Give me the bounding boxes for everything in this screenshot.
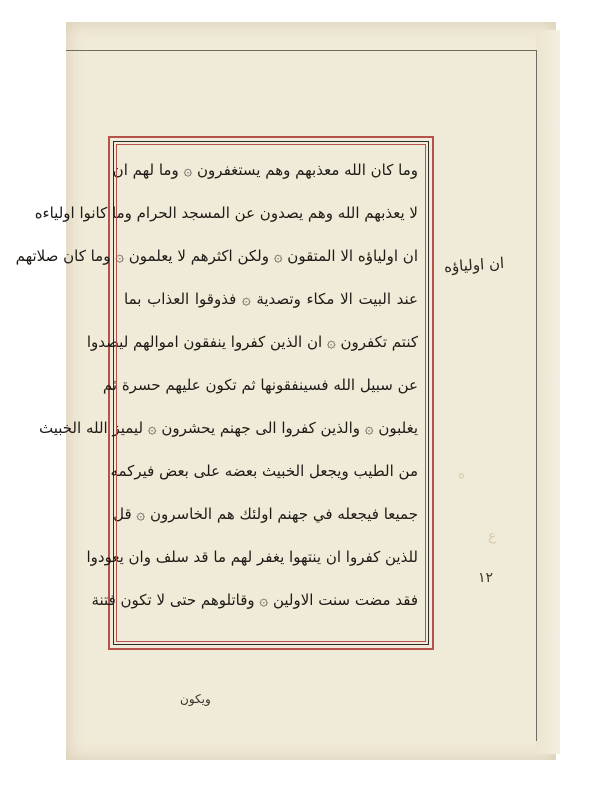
text-line-10: للذين كفروا ان ينتهوا يغفر لهم ما قد سلف وان يعودوا xyxy=(86,548,418,566)
text-line-1: وما كان الله معذبهم وهم يستغفرون ۞ وما لهم ان xyxy=(112,161,418,179)
text-line-7: يغلبون ۞ والذين كفروا الى جهنم يحشرون ۞ ليميز الله الخبيث xyxy=(38,419,418,437)
text-line-3: ان اولياؤه الا المتقون ۞ ولكن اكثرهم لا يعلمون ۞ وما كان صلاتهم xyxy=(15,247,418,265)
page-edge-shadow xyxy=(536,30,560,754)
text-lines xyxy=(15,152,418,638)
text-line-6: عن سبيل الله فسينفقونها ثم تكون عليهم حسرة ثم xyxy=(102,376,418,394)
text-line-9: جميعا فيجعله في جهنم اولئك هم الخاسرون ۞ قل xyxy=(113,505,418,523)
text-line-11: فقد مضت سنت الاولين ۞ وقاتلوهم حتى لا تكون فتنة xyxy=(91,591,418,609)
text-line-5: كنتم تكفرون ۞ ان الذين كفروا ينفقون اموالهم ليصدوا xyxy=(86,333,418,351)
margin-verse-number: ۱۲ xyxy=(478,570,494,586)
text-line-2: لا يعذبهم الله وهم يصدون عن المسجد الحرام وما كانوا اولياءه xyxy=(34,204,418,222)
text-line-8: من الطيب ويجعل الخبيث بعضه على بعض فيركمه xyxy=(110,462,418,480)
faint-margin-mark-2: ه xyxy=(458,466,466,482)
text-block-frame xyxy=(15,136,434,650)
faint-margin-mark-1: ع xyxy=(488,528,497,544)
text-line-4: عند البيت الا مكاء وتصدية ۞ فذوقوا العذاب بما xyxy=(124,290,418,308)
catchword: ويكون xyxy=(180,692,211,706)
margin-note: ان اولياؤه xyxy=(443,253,505,277)
